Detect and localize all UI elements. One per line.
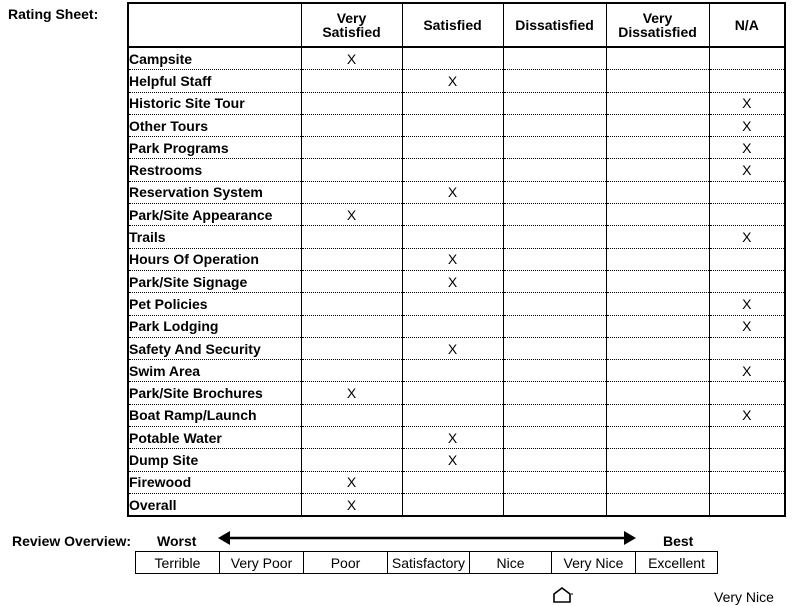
cell-very-satisfied [301, 293, 402, 315]
cell-very-satisfied [301, 226, 402, 248]
cell-very-dissatisfied [606, 471, 709, 493]
double-arrow-icon [218, 531, 636, 545]
cell-very-dissatisfied [606, 248, 709, 270]
review-scale [135, 551, 718, 574]
cell-very-dissatisfied [606, 92, 709, 114]
cell-dissatisfied [503, 47, 606, 70]
cell-dissatisfied [503, 248, 606, 270]
table-row [128, 427, 785, 449]
cell-satisfied: X [402, 427, 503, 449]
cell-na: X [709, 293, 785, 315]
cell-na [709, 204, 785, 226]
cell-na: X [709, 137, 785, 159]
cell-dissatisfied [503, 114, 606, 136]
cell-very-dissatisfied [606, 181, 709, 203]
cell-satisfied: X [402, 337, 503, 359]
cell-na [709, 248, 785, 270]
cell-very-satisfied [301, 404, 402, 426]
row-label: Park Lodging [128, 315, 301, 337]
cell-na: X [709, 226, 785, 248]
header-very-dissatisfied: Very Dissatisfied [606, 3, 709, 47]
cell-dissatisfied [503, 471, 606, 493]
row-label: Helpful Staff [128, 70, 301, 92]
table-row [128, 70, 785, 92]
cell-satisfied [402, 360, 503, 382]
cell-na: X [709, 404, 785, 426]
table-row [128, 293, 785, 315]
cell-very-satisfied [301, 360, 402, 382]
cell-dissatisfied [503, 70, 606, 92]
table-row [128, 226, 785, 248]
row-label: Pet Policies [128, 293, 301, 315]
row-label: Boat Ramp/Launch [128, 404, 301, 426]
table-row [128, 315, 785, 337]
worst-label: Worst [157, 533, 197, 549]
cell-satisfied [402, 159, 503, 181]
row-label: Firewood [128, 471, 301, 493]
cell-satisfied: X [402, 181, 503, 203]
cell-very-satisfied [301, 114, 402, 136]
cell-very-satisfied [301, 449, 402, 471]
table-row [128, 382, 785, 404]
cell-satisfied: X [402, 270, 503, 292]
cell-very-dissatisfied [606, 493, 709, 516]
cell-satisfied [402, 404, 503, 426]
row-label: Historic Site Tour [128, 92, 301, 114]
row-label: Other Tours [128, 114, 301, 136]
cell-very-dissatisfied [606, 315, 709, 337]
cell-dissatisfied [503, 382, 606, 404]
cell-very-satisfied [301, 337, 402, 359]
cell-dissatisfied [503, 92, 606, 114]
cell-dissatisfied [503, 137, 606, 159]
cell-satisfied [402, 47, 503, 70]
header-satisfied: Satisfied [402, 3, 503, 47]
cell-na: X [709, 159, 785, 181]
rating-sheet-body [128, 47, 785, 516]
cell-dissatisfied [503, 360, 606, 382]
cell-very-dissatisfied [606, 137, 709, 159]
cell-very-satisfied: X [301, 47, 402, 70]
row-label: Park/Site Signage [128, 270, 301, 292]
cell-very-dissatisfied [606, 159, 709, 181]
cell-dissatisfied [503, 427, 606, 449]
table-row [128, 404, 785, 426]
cell-very-dissatisfied [606, 404, 709, 426]
cell-satisfied [402, 315, 503, 337]
row-label: Swim Area [128, 360, 301, 382]
cell-very-satisfied: X [301, 493, 402, 516]
cell-very-satisfied [301, 159, 402, 181]
cell-na [709, 427, 785, 449]
cell-very-satisfied [301, 70, 402, 92]
cell-very-satisfied [301, 427, 402, 449]
cell-very-dissatisfied [606, 337, 709, 359]
row-label: Dump Site [128, 449, 301, 471]
scale-very-nice: Very Nice [552, 552, 636, 574]
cell-dissatisfied [503, 293, 606, 315]
cell-very-dissatisfied [606, 204, 709, 226]
cell-na [709, 493, 785, 516]
cell-satisfied [402, 293, 503, 315]
cell-very-satisfied: X [301, 382, 402, 404]
row-label: Reservation System [128, 181, 301, 203]
cell-very-satisfied [301, 137, 402, 159]
cell-satisfied: X [402, 449, 503, 471]
table-row [128, 248, 785, 270]
cell-dissatisfied [503, 449, 606, 471]
row-label: Safety And Security [128, 337, 301, 359]
scale-excellent: Excellent [636, 552, 718, 574]
cell-na [709, 181, 785, 203]
cell-na [709, 337, 785, 359]
cell-very-satisfied: X [301, 471, 402, 493]
cell-dissatisfied [503, 315, 606, 337]
cell-dissatisfied [503, 404, 606, 426]
cell-na [709, 47, 785, 70]
scale-satisfactory: Satisfactory [388, 552, 470, 574]
home-icon [552, 587, 574, 603]
review-overview-label: Review Overview: [12, 533, 132, 549]
table-row [128, 159, 785, 181]
cell-na [709, 270, 785, 292]
cell-satisfied [402, 114, 503, 136]
table-row [128, 471, 785, 493]
cell-satisfied: X [402, 248, 503, 270]
cell-dissatisfied [503, 226, 606, 248]
header-blank [128, 3, 301, 47]
cell-dissatisfied [503, 181, 606, 203]
row-label: Campsite [128, 47, 301, 70]
cell-very-dissatisfied [606, 270, 709, 292]
header-dissatisfied: Dissatisfied [503, 3, 606, 47]
cell-satisfied [402, 226, 503, 248]
row-label: Trails [128, 226, 301, 248]
cell-na [709, 70, 785, 92]
cell-na [709, 471, 785, 493]
row-label: Restrooms [128, 159, 301, 181]
cell-satisfied [402, 137, 503, 159]
table-row [128, 337, 785, 359]
table-row [128, 181, 785, 203]
cell-dissatisfied [503, 159, 606, 181]
cell-very-satisfied [301, 181, 402, 203]
table-row [128, 47, 785, 70]
cell-very-satisfied [301, 270, 402, 292]
cell-satisfied [402, 92, 503, 114]
cell-na: X [709, 360, 785, 382]
scale-poor: Poor [304, 552, 388, 574]
cell-satisfied: X [402, 70, 503, 92]
table-row [128, 360, 785, 382]
cell-satisfied [402, 471, 503, 493]
cell-dissatisfied [503, 204, 606, 226]
header-very-satisfied: Very Satisfied [301, 3, 402, 47]
cell-very-dissatisfied [606, 114, 709, 136]
cell-satisfied [402, 493, 503, 516]
row-label: Park/Site Brochures [128, 382, 301, 404]
header-na: N/A [709, 3, 785, 47]
rating-sheet-table [127, 2, 786, 517]
table-row [128, 493, 785, 516]
cell-very-dissatisfied [606, 427, 709, 449]
table-row [128, 204, 785, 226]
cell-na [709, 449, 785, 471]
cell-very-dissatisfied [606, 360, 709, 382]
scale-very-poor: Very Poor [220, 552, 304, 574]
cell-very-dissatisfied [606, 293, 709, 315]
rating-sheet-header-row [128, 3, 785, 47]
row-label: Park/Site Appearance [128, 204, 301, 226]
scale-terrible: Terrible [136, 552, 220, 574]
cell-na: X [709, 114, 785, 136]
table-row [128, 270, 785, 292]
table-row [128, 137, 785, 159]
row-label: Potable Water [128, 427, 301, 449]
rating-sheet-label: Rating Sheet: [8, 6, 99, 22]
cell-very-satisfied [301, 315, 402, 337]
cell-very-satisfied [301, 92, 402, 114]
cell-satisfied [402, 204, 503, 226]
cell-very-dissatisfied [606, 382, 709, 404]
cell-na: X [709, 315, 785, 337]
cell-very-dissatisfied [606, 449, 709, 471]
best-label: Best [663, 533, 694, 549]
cell-very-dissatisfied [606, 226, 709, 248]
review-scale-row [136, 552, 718, 574]
row-label: Overall [128, 493, 301, 516]
cell-very-satisfied: X [301, 204, 402, 226]
cell-very-dissatisfied [606, 70, 709, 92]
cell-na [709, 382, 785, 404]
cell-na: X [709, 92, 785, 114]
cell-very-dissatisfied [606, 47, 709, 70]
table-row [128, 449, 785, 471]
cell-very-satisfied [301, 248, 402, 270]
cell-dissatisfied [503, 337, 606, 359]
table-row [128, 114, 785, 136]
table-row [128, 92, 785, 114]
cell-dissatisfied [503, 493, 606, 516]
review-result: Very Nice [714, 589, 774, 605]
scale-nice: Nice [470, 552, 552, 574]
row-label: Hours Of Operation [128, 248, 301, 270]
cell-dissatisfied [503, 270, 606, 292]
row-label: Park Programs [128, 137, 301, 159]
cell-satisfied [402, 382, 503, 404]
